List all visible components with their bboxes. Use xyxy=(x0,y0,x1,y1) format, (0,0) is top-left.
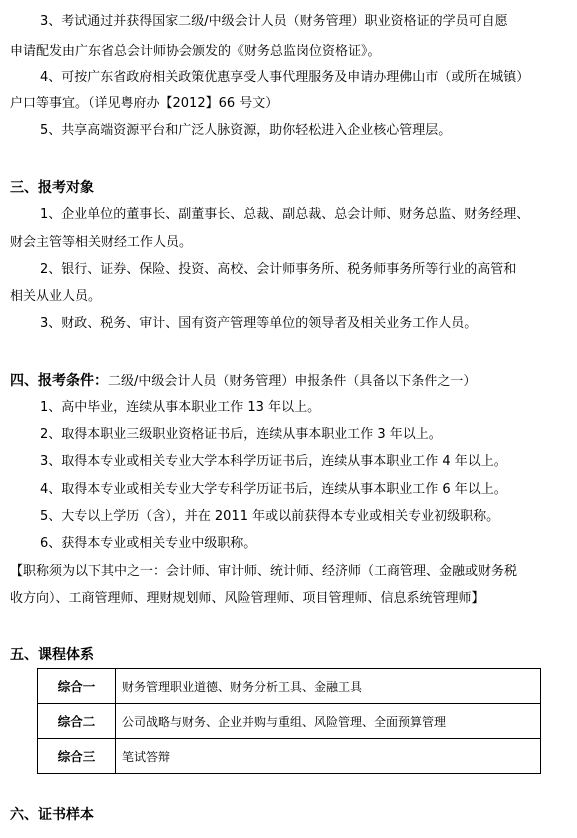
course-name: 综合二 xyxy=(38,704,116,739)
section3-item-1-line2: 财会主管等相关财经工作人员。 xyxy=(10,235,193,250)
intro-item-3-line2: 申请配发由广东省总会计师协会颁发的《财务总监岗位资格证》。 xyxy=(10,44,381,59)
section4-note-line2: 收方向）、工商管理师、理财规划师、风险管理师、项目管理师、信息系统管理师】 xyxy=(10,591,485,606)
section4-heading xyxy=(10,372,476,391)
section4-item: 4、取得本专业或相关专业大学专科学历证书后，连续从事本职业工作 6 年以上。 xyxy=(40,482,507,497)
section5-heading: 五、课程体系 xyxy=(10,647,94,663)
section3-item-2-line2: 相关从业人员。 xyxy=(10,289,102,304)
course-content: 笔试答辩 xyxy=(116,739,541,774)
section3-item-2-line1: 2、银行、证券、保险、投资、高校、会计师事务所、税务师事务所等行业的高管和 xyxy=(40,262,517,277)
course-content: 财务管理职业道德、财务分析工具、金融工具 xyxy=(116,669,541,704)
table-row xyxy=(38,704,541,739)
course-table xyxy=(37,668,541,774)
section4-item: 5、大专以上学历（含），并在 2011 年或以前获得本专业或相关专业初级职称。 xyxy=(40,509,500,524)
table-row xyxy=(38,739,541,774)
section3-item-1-line1: 1、企业单位的董事长、副董事长、总裁、副总裁、总会计师、财务总监、财务经理、 xyxy=(40,207,530,222)
section4-note-line1: 【职称须为以下其中之一：会计师、审计师、统计师、经济师（工商管理、金融或财务税 xyxy=(10,564,518,579)
table-row xyxy=(38,669,541,704)
section4-title: 四、报考条件： xyxy=(10,373,108,389)
intro-item-4-line2: 户口等事宜。（详见粤府办【2012】66 号文） xyxy=(10,96,279,111)
course-name: 综合三 xyxy=(38,739,116,774)
intro-item-5: 5、共享高端资源平台和广泛人脉资源，助你轻松进入企业核心管理层。 xyxy=(40,123,452,138)
section4-subtitle: 二级/中级会计人员（财务管理）申报条件（具备以下条件之一） xyxy=(108,374,477,389)
intro-item-4-line1: 4、可按广东省政府相关政策优惠享受人事代理服务及申请办理佛山市（或所在城镇） xyxy=(40,70,530,85)
section4-item: 3、取得本专业或相关专业大学本科学历证书后，连续从事本职业工作 4 年以上。 xyxy=(40,454,507,469)
section4-item: 1、高中毕业，连续从事本职业工作 13 年以上。 xyxy=(40,400,321,415)
course-content: 公司战略与财务、企业并购与重组、风险管理、全面预算管理 xyxy=(116,704,541,739)
section3-item-3: 3、财政、税务、审计、国有资产管理等单位的领导者及相关业务工作人员。 xyxy=(40,316,478,331)
section4-item: 6、获得本专业或相关专业中级职称。 xyxy=(40,536,257,551)
intro-item-3-line1: 3、考试通过并获得国家二级/中级会计人员（财务管理）职业资格证的学员可自愿 xyxy=(40,14,508,29)
section4-item: 2、取得本职业三级职业资格证书后，连续从事本职业工作 3 年以上。 xyxy=(40,427,442,442)
section3-heading: 三、报考对象 xyxy=(10,180,94,196)
course-name: 综合一 xyxy=(38,669,116,704)
section6-heading: 六、证书样本 xyxy=(10,807,94,823)
